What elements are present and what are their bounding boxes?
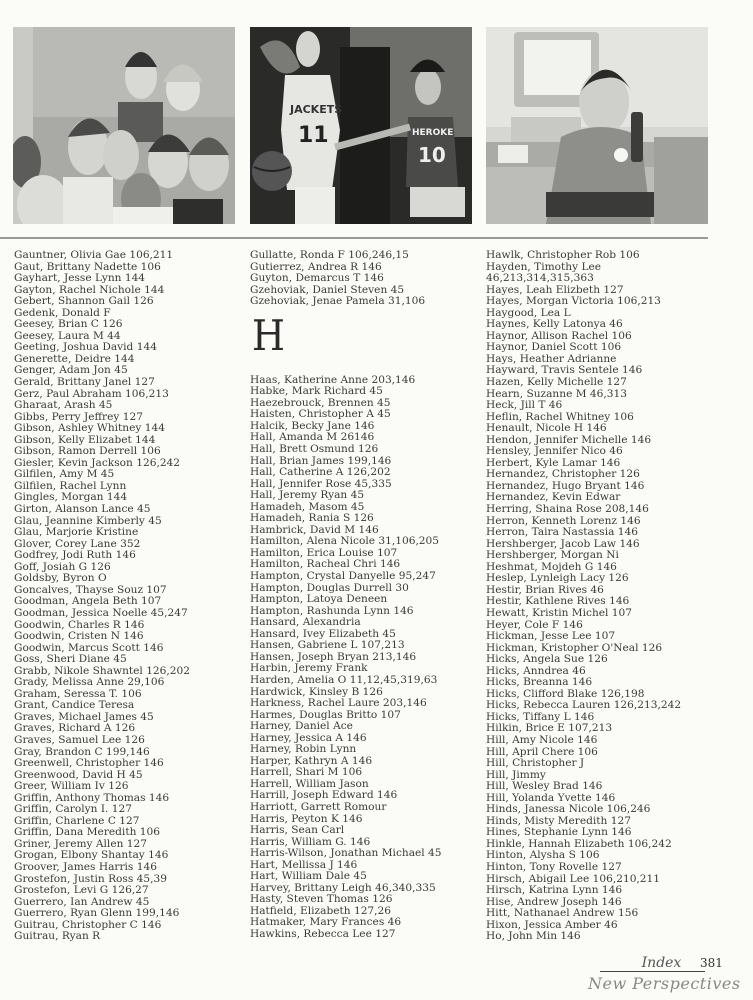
index-entry: Greenwell, Christopher 146: [14, 757, 164, 770]
index-entry: Heshmat, Mojdeh G 146: [486, 560, 617, 573]
index-entry: Hart, William Dale 45: [250, 870, 367, 883]
index-entry: Harper, Kathryn A 146: [250, 754, 373, 767]
index-entry: Griffin, Charlene C 127: [14, 814, 140, 827]
index-entry: Gayhart, Jesse Lynn 144: [14, 272, 146, 285]
index-column-1: [14, 250, 190, 943]
index-entry: Hestir, Kathlene Rives 146: [486, 595, 630, 608]
index-entry: Geesey, Brian C 126: [14, 318, 123, 331]
index-entry: Hines, Stephanie Lynn 146: [486, 826, 632, 839]
index-entry: Hearn, Suzanne M 46,313: [486, 387, 627, 400]
index-entry: Gingles, Morgan 144: [14, 491, 128, 504]
index-entry: Haynor, Daniel Scott 106: [486, 341, 622, 354]
footer-section-label: Index: [600, 955, 705, 972]
index-entry: Hestir, Brian Rives 46: [486, 583, 604, 596]
index-entry: Gayton, Rachel Nichole 144: [14, 283, 165, 296]
index-entry: Heslep, Lynleigh Lacy 126: [486, 572, 629, 585]
index-entry: Gibson, Ashley Whitney 144: [14, 422, 165, 435]
index-entry: Herron, Taira Nastassia 146: [486, 526, 639, 539]
index-entry: Hamilton, Erica Louise 107: [250, 546, 398, 559]
index-entry: Hernandez, Kevin Edwar: [486, 491, 621, 504]
index-entry: Grant, Candice Teresa: [14, 699, 135, 712]
index-entry: Hilkin, Brice E 107,213: [486, 722, 613, 735]
index-entry: Gedenk, Donald F: [14, 306, 111, 319]
index-entry: Hershberger, Morgan Ni: [486, 549, 619, 562]
index-entry: Goss, Sheri Diane 45: [14, 653, 127, 666]
index-entry: Goncalves, Thayse Souz 107: [14, 583, 167, 596]
index-entry: Herron, Kenneth Lorenz 146: [486, 514, 641, 527]
index-entry: Godfrey, Jodi Ruth 146: [14, 549, 136, 562]
index-entry: Hill, Yolanda Yvette 146: [486, 791, 616, 804]
index-entry: Henault, Nicole H 146: [486, 422, 607, 435]
index-entry: Hayward, Travis Sentele 146: [486, 364, 643, 377]
index-entry: Hamilton, Alena Nicole 31,106,205: [250, 535, 440, 548]
photo-group-of-girls: [13, 27, 235, 224]
index-entry: Harbin, Jeremy Frank: [250, 662, 368, 675]
index-entry: Hayden, Timothy Lee: [486, 260, 602, 273]
index-entry: Hill, Wesley Brad 146: [486, 780, 603, 793]
photo-student-at-desk: [486, 27, 708, 224]
index-entry: Harmes, Douglas Britto 107: [250, 708, 401, 721]
index-entry: Hershberger, Jacob Law 146: [486, 537, 640, 550]
index-entry: Goodman, Angela Beth 107: [14, 595, 162, 608]
index-entry: Gerald, Brittany Janel 127: [14, 376, 155, 389]
index-entry: Harris, Sean Carl: [250, 824, 345, 837]
index-entry: Hicks, Tiffany L 146: [486, 710, 595, 723]
index-entry: Graham, Seressa T. 106: [14, 687, 142, 700]
index-entry: Hansard, Ivey Elizabeth 45: [250, 627, 396, 640]
index-entry: Gray, Brandon C 199,146: [14, 745, 150, 758]
index-entry: Gibson, Kelly Elizabet 144: [14, 433, 156, 446]
index-entry: Hambrick, David M 146: [250, 523, 379, 536]
index-entry: Griner, Jeremy Allen 127: [14, 837, 147, 850]
index-entry: Hampton, Douglas Durrell 30: [250, 581, 409, 594]
svg-text:10: 10: [418, 143, 446, 167]
index-entry: Greenwood, David H 45: [14, 768, 143, 781]
index-entry: Hixon, Jessica Amber 46: [486, 918, 618, 931]
index-entry: Hernandez, Christopher 126: [486, 468, 640, 481]
index-entry: Heyer, Cole F 146: [486, 618, 583, 631]
index-entry: Hall, Amanda M 26146: [250, 431, 375, 444]
index-entry: Habke, Mark Richard 45: [250, 385, 383, 398]
index-entry: Harris, William G. 146: [250, 835, 371, 848]
index-entry: Grostefon, Justin Ross 45,39: [14, 872, 167, 885]
index-entry: Gilfilen, Amy M 45: [14, 468, 115, 481]
index-entry: Graves, Michael James 45: [14, 710, 154, 723]
index-entry: Hitt, Nathanael Andrew 156: [486, 907, 639, 920]
index-entry: Gibbs, Perry Jeffrey 127: [14, 410, 143, 423]
index-entry: Halcik, Becky Jane 146: [250, 419, 375, 432]
index-entry: Hill, April Chere 106: [486, 745, 598, 758]
index-entry: Hamadeh, Masom 45: [250, 500, 365, 513]
index-entry: Glau, Jeannine Kimberly 45: [14, 514, 162, 527]
index-entry: Haisten, Christopher A 45: [250, 408, 391, 421]
index-entry: Harrell, Shari M 106: [250, 766, 363, 779]
index-entry: Graves, Richard A 126: [14, 722, 136, 735]
index-entry: Hatfield, Elizabeth 127,26: [250, 904, 392, 917]
index-entry: Hatmaker, Mary Frances 46: [250, 916, 402, 929]
index-entry: Guyton, Demarcus T 146: [250, 272, 384, 285]
index-entry: Giesler, Kevin Jackson 126,242: [14, 456, 181, 469]
index-entry: Hewatt, Kristin Michel 107: [486, 606, 633, 619]
index-entry: Haynes, Kelly Latonya 46: [486, 318, 623, 331]
index-entry: Herbert, Kyle Lamar 146: [486, 456, 621, 469]
index-entry: Hart, Mellissa J 146: [250, 858, 358, 871]
index-entry: Groover, James Harris 146: [14, 860, 157, 873]
index-entry: Glover, Corey Lane 352: [14, 537, 141, 550]
index-entry: Griffin, Anthony Thomas 146: [14, 791, 170, 804]
index-entry: Girton, Alanson Lance 45: [14, 503, 151, 516]
section-divider: [0, 237, 708, 239]
index-entry: Hendon, Jennifer Michelle 146: [486, 433, 652, 446]
index-entry: Hill, Amy Nicole 146: [486, 733, 598, 746]
index-entry: Hampton, Rashunda Lynn 146: [250, 604, 414, 617]
index-entry: Ho, John Min 146: [486, 930, 581, 943]
svg-text:11: 11: [298, 123, 329, 148]
index-entry: Hays, Heather Adrianne: [486, 352, 617, 365]
index-entry: Heflin, Rachel Whitney 106: [486, 410, 634, 423]
index-entry: Glau, Marjorie Kristine: [14, 526, 139, 539]
index-entry: Harney, Jessica A 146: [250, 731, 367, 744]
index-entry: Hasty, Steven Thomas 126: [250, 893, 393, 906]
index-entry: Hampton, Crystal Danyelle 95,247: [250, 570, 436, 583]
index-entry: Haygood, Lea L: [486, 306, 571, 319]
index-entry: Hernandez, Hugo Bryant 146: [486, 479, 645, 492]
index-entry: Harrill, Joseph Edward 146: [250, 789, 398, 802]
index-entry: Gauntner, Olivia Gae 106,211: [14, 249, 174, 261]
index-entry: Hickman, Kristopher O'Neal 126: [486, 641, 663, 654]
index-entry: Harney, Daniel Ace: [250, 720, 353, 733]
index-entry: Hamadeh, Rania S 126: [250, 512, 374, 525]
index-entry: Hinkle, Hannah Elizabeth 106,242: [486, 837, 672, 850]
index-entry: Hinds, Misty Meredith 127: [486, 814, 631, 827]
index-entry: Hicks, Rebecca Lauren 126,213,242: [486, 699, 682, 712]
index-entry: Gilfilen, Rachel Lynn: [14, 479, 127, 492]
index-entry: Grogan, Elbony Shantay 146: [14, 849, 169, 862]
index-entry: Guerrero, Ian Andrew 45: [14, 895, 150, 908]
index-entry: Hardwick, Kinsley B 126: [250, 685, 383, 698]
index-entry: Harriott, Garrett Romour: [250, 800, 387, 813]
index-entry: Heck, Jill T 46: [486, 399, 563, 412]
index-entry: Geeting, Joshua David 144: [14, 341, 157, 354]
index-entry: Hicks, Anndrea 46: [486, 664, 586, 677]
index-entry: Hall, Jeremy Ryan 45: [250, 489, 365, 502]
index-entry: Haynor, Allison Rachel 106: [486, 329, 632, 342]
index-entry: Harkness, Rachel Laure 203,146: [250, 697, 427, 710]
index-entry: Greer, William Iv 126: [14, 780, 129, 793]
letter-heading-h: H: [252, 310, 285, 360]
index-entry: Goff, Josiah G 126: [14, 560, 111, 573]
index-entry: Goldsby, Byron O: [14, 572, 107, 585]
index-entry: Hawlk, Christopher Rob 106: [486, 249, 640, 261]
index-entry: Gerz, Paul Abraham 106,213: [14, 387, 169, 400]
index-column-3: [486, 250, 681, 943]
index-entry: Harney, Robin Lynn: [250, 743, 357, 756]
index-entry: Haezebrouck, Brennen 45: [250, 396, 391, 409]
index-entry: Guerrero, Ryan Glenn 199,146: [14, 907, 180, 920]
footer-subtitle: New Perspectives: [588, 974, 741, 993]
index-entry: Harris-Wilson, Jonathan Michael 45: [250, 847, 442, 860]
svg-text:JACKETS: JACKETS: [290, 103, 343, 116]
index-entry: Harden, Amelia O 11,12,45,319,63: [250, 673, 438, 686]
index-column-2: [250, 250, 442, 941]
index-entry: Hamilton, Racheal Chri 146: [250, 558, 401, 571]
index-entry: Hinton, Tony Rovelle 127: [486, 860, 622, 873]
index-entry: Gaut, Brittany Nadette 106: [14, 260, 161, 273]
index-list: [250, 375, 442, 941]
index-entry: Goodwin, Cristen N 146: [14, 630, 144, 643]
group-photo-image: [13, 27, 235, 224]
index-entry: Guitrau, Christopher C 146: [14, 918, 162, 931]
index-entry: Graves, Samuel Lee 126: [14, 733, 145, 746]
index-entry: Grabb, Nikole Shawntel 126,202: [14, 664, 190, 677]
index-entry: Hinds, Janessa Nicole 106,246: [486, 803, 651, 816]
index-entry: Hickman, Jesse Lee 107: [486, 630, 616, 643]
index-entry: Gutierrez, Andrea R 146: [250, 260, 382, 273]
index-entry: Hayes, Leah Elizbeth 127: [486, 283, 624, 296]
index-entry: Goodwin, Marcus Scott 146: [14, 641, 164, 654]
index-entry: Haas, Katherine Anne 203,146: [250, 373, 416, 386]
index-entry: Goodwin, Charles R 146: [14, 618, 145, 631]
index-entry: Hampton, Latoya Deneen: [250, 593, 388, 606]
index-entry: Grady, Melissa Anne 29,106: [14, 676, 165, 689]
index-entry: Hicks, Breanna 146: [486, 676, 593, 689]
index-entry: Geesey, Laura M 44: [14, 329, 121, 342]
index-entry: Griffin, Dana Meredith 106: [14, 826, 160, 839]
index-entry: Gullatte, Ronda F 106,246,15: [250, 249, 409, 261]
index-entry: Hall, Jennifer Rose 45,335: [250, 477, 392, 490]
index-entry: Goodman, Jessica Noelle 45,247: [14, 606, 188, 619]
index-entry: Hazen, Kelly Michelle 127: [486, 376, 627, 389]
index-entry: Hall, Brett Osmund 126: [250, 443, 379, 456]
index-entry: Guitrau, Ryan R: [14, 930, 101, 943]
index-list-continued: [250, 250, 442, 308]
index-entry: Harris, Peyton K 146: [250, 812, 363, 825]
index-entry: Hensley, Jennifer Nico 46: [486, 445, 623, 458]
index-entry: Hill, Jimmy: [486, 768, 546, 781]
index-entry: Gzehoviak, Daniel Steven 45: [250, 283, 405, 296]
svg-text:HEROKE: HEROKE: [412, 128, 454, 138]
index-entry: Hirsch, Abigail Lee 106,210,211: [486, 872, 661, 885]
index-entry: Hicks, Angela Sue 126: [486, 653, 608, 666]
index-entry: Genger, Adam Jon 45: [14, 364, 128, 377]
index-entry: Hansen, Joseph Bryan 213,146: [250, 650, 417, 663]
index-entry: 46,213,314,315,363: [486, 272, 594, 285]
index-entry: Hill, Christopher J: [486, 757, 585, 770]
index-entry: Hall, Catherine A 126,202: [250, 466, 391, 479]
index-entry: Hirsch, Katrina Lynn 146: [486, 884, 623, 897]
photo-basketball-game: [250, 27, 472, 224]
index-list: [14, 250, 190, 943]
index-entry: Gibson, Ramon Derrell 106: [14, 445, 161, 458]
page-number: 381: [700, 956, 723, 970]
index-entry: Herring, Shaina Rose 208,146: [486, 503, 649, 516]
basketball-photo-image: [250, 27, 472, 224]
index-entry: Hayes, Morgan Victoria 106,213: [486, 295, 661, 308]
index-entry: Gzehoviak, Jenae Pamela 31,106: [250, 295, 426, 308]
index-entry: Hansard, Alexandria: [250, 616, 361, 629]
index-entry: Hise, Andrew Joseph 146: [486, 895, 622, 908]
index-entry: Hawkins, Rebecca Lee 127: [250, 927, 396, 940]
index-entry: Hinton, Alysha S 106: [486, 849, 600, 862]
index-entry: Harrell, William Jason: [250, 777, 369, 790]
index-entry: Gebert, Shannon Gail 126: [14, 295, 154, 308]
index-entry: Griffin, Carolyn I. 127: [14, 803, 132, 816]
index-list: [486, 250, 681, 943]
index-entry: Hall, Brian James 199,146: [250, 454, 392, 467]
index-entry: Harvey, Brittany Leigh 46,340,335: [250, 881, 436, 894]
student-photo-image: [486, 27, 708, 224]
index-entry: Grostefon, Levi G 126,27: [14, 884, 149, 897]
index-entry: Hicks, Clifford Blake 126,198: [486, 687, 645, 700]
index-entry: Generette, Deidre 144: [14, 352, 135, 365]
index-entry: Gharaat, Arash 45: [14, 399, 113, 412]
index-entry: Hansen, Gabriene L 107,213: [250, 639, 405, 652]
